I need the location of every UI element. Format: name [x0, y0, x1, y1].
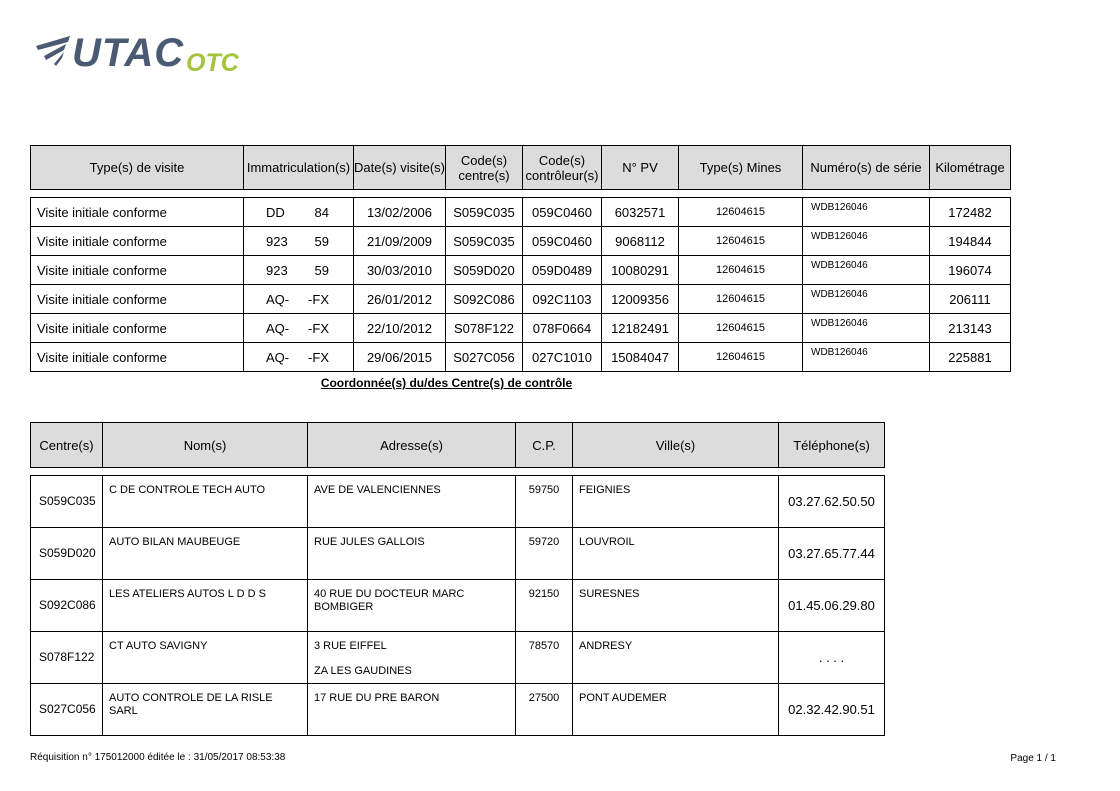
visits-header-mines: Type(s) Mines [679, 146, 803, 190]
centre-address-lines [314, 692, 509, 726]
centre-row [31, 528, 885, 580]
visit-controleur-code: 027C1010 [523, 343, 602, 372]
centres-header-row [31, 423, 885, 468]
plate-part-a: AQ- [266, 320, 290, 336]
visit-pv-number: 15084047 [602, 343, 679, 372]
visit-date: 26/01/2012 [354, 285, 446, 314]
visit-type-mines: 12604615 [679, 198, 803, 227]
centre-city: PONT AUDEMER [573, 684, 779, 736]
visit-centre-code: S078F122 [446, 314, 523, 343]
centres-header-address: Adresse(s) [308, 423, 516, 468]
centre-address [308, 684, 516, 736]
visit-date: 29/06/2015 [354, 343, 446, 372]
plate-value [244, 292, 353, 307]
row-spacer [31, 190, 1011, 198]
visit-mileage: 225881 [930, 343, 1011, 372]
centre-phone: 03.27.65.77.44 [779, 528, 885, 580]
centre-address [308, 528, 516, 580]
visit-date: 30/03/2010 [354, 256, 446, 285]
visit-date: 21/09/2009 [354, 227, 446, 256]
visits-header-centre: Code(s) centre(s) [446, 146, 523, 190]
visit-row [31, 227, 1011, 256]
visit-pv-number: 12182491 [602, 314, 679, 343]
visit-date: 22/10/2012 [354, 314, 446, 343]
visits-header-plate: Immatriculation(s) [244, 146, 354, 190]
visit-plate [244, 314, 354, 343]
centre-postal-code: 27500 [516, 684, 573, 736]
visit-mileage: 194844 [930, 227, 1011, 256]
address-line-1: 3 RUE EIFFEL [314, 640, 387, 652]
visit-mileage: 196074 [930, 256, 1011, 285]
centre-code: S092C086 [31, 580, 103, 632]
plate-part-a: 923 [266, 262, 288, 278]
plate-value [244, 234, 353, 249]
address-line-1: 40 RUE DU DOCTEUR MARC BOMBIGER [314, 588, 465, 613]
centre-row [31, 632, 885, 684]
visit-type: Visite initiale conforme [31, 285, 244, 314]
centre-code: S027C056 [31, 684, 103, 736]
visit-plate [244, 285, 354, 314]
centre-phone: 01.45.06.29.80 [779, 580, 885, 632]
visit-serial-number: WDB126046 [803, 343, 930, 372]
centre-address-lines [314, 640, 509, 674]
centre-address-lines [314, 536, 509, 570]
visit-serial-number: WDB126046 [803, 198, 930, 227]
centres-header-city: Ville(s) [573, 423, 779, 468]
visit-plate [244, 343, 354, 372]
visit-controleur-code: 059C0460 [523, 198, 602, 227]
centres-header-name: Nom(s) [103, 423, 308, 468]
visit-mileage: 206111 [930, 285, 1011, 314]
centre-code: S059C035 [31, 476, 103, 528]
visit-pv-number: 6032571 [602, 198, 679, 227]
plate-part-a: 923 [266, 233, 288, 249]
row-spacer [31, 468, 885, 476]
visits-header-km: Kilométrage [930, 146, 1011, 190]
visit-serial-number: WDB126046 [803, 285, 930, 314]
address-line-2: ZA LES GAUDINES [314, 665, 412, 674]
visit-plate [244, 256, 354, 285]
visit-centre-code: S027C056 [446, 343, 523, 372]
visit-type-mines: 12604615 [679, 227, 803, 256]
visits-header-serie: Numéro(s) de série [803, 146, 930, 190]
plate-value [244, 263, 353, 278]
centre-phone: 02.32.42.90.51 [779, 684, 885, 736]
plate-part-a: AQ- [266, 291, 290, 307]
requisition-footer: Réquisition n° 175012000 éditée le : 31/05/2017 08:53:38 [30, 752, 286, 763]
centre-city: ANDRESY [573, 632, 779, 684]
visit-type: Visite initiale conforme [31, 198, 244, 227]
visit-type-mines: 12604615 [679, 314, 803, 343]
visit-controleur-code: 092C1103 [523, 285, 602, 314]
plate-part-b: 84 [314, 204, 329, 220]
utac-otc-logo [34, 30, 274, 80]
visit-serial-number: WDB126046 [803, 227, 930, 256]
centre-name: C DE CONTROLE TECH AUTO [103, 476, 308, 528]
visits-header-controleur: Code(s) contrôleur(s) [523, 146, 602, 190]
centre-address [308, 476, 516, 528]
visit-centre-code: S059C035 [446, 198, 523, 227]
visit-serial-number: WDB126046 [803, 314, 930, 343]
visits-header-pv: N° PV [602, 146, 679, 190]
centre-address [308, 632, 516, 684]
plate-part-b: 59 [314, 262, 329, 278]
visits-header-type: Type(s) de visite [31, 146, 244, 190]
centre-postal-code: 59720 [516, 528, 573, 580]
visit-pv-number: 9068112 [602, 227, 679, 256]
centres-section-title: Coordonnée(s) du/des Centre(s) de contrôle [320, 376, 573, 390]
visit-mileage: 172482 [930, 198, 1011, 227]
page-number: Page 1 / 1 [1010, 753, 1056, 764]
visit-type: Visite initiale conforme [31, 343, 244, 372]
centres-table [30, 422, 885, 736]
visit-type-mines: 12604615 [679, 256, 803, 285]
address-line-1: AVE DE VALENCIENNES [314, 484, 441, 496]
centre-row [31, 476, 885, 528]
centre-address-lines [314, 484, 509, 518]
plate-value [244, 205, 353, 220]
visit-row [31, 343, 1011, 372]
logo-sub-text: OTC [186, 49, 239, 77]
plate-part-b: -FX [308, 320, 329, 336]
centre-name: CT AUTO SAVIGNY [103, 632, 308, 684]
centre-name: AUTO CONTROLE DE LA RISLE SARL [103, 684, 308, 736]
visit-plate [244, 198, 354, 227]
centre-city: FEIGNIES [573, 476, 779, 528]
visit-controleur-code: 078F0664 [523, 314, 602, 343]
visits-table [30, 145, 1011, 372]
visit-mileage: 213143 [930, 314, 1011, 343]
visit-type: Visite initiale conforme [31, 227, 244, 256]
visit-date: 13/02/2006 [354, 198, 446, 227]
centre-row [31, 684, 885, 736]
address-line-1: 17 RUE DU PRE BARON [314, 692, 440, 704]
plate-part-b: 59 [314, 233, 329, 249]
plate-part-a: AQ- [266, 349, 290, 365]
plate-part-b: -FX [308, 349, 329, 365]
centre-code: S078F122 [31, 632, 103, 684]
logo-main-text: UTAC [72, 31, 185, 75]
utac-logo-graphic [34, 30, 274, 80]
centre-code: S059D020 [31, 528, 103, 580]
plate-value [244, 321, 353, 336]
visit-row [31, 198, 1011, 227]
centre-city: LOUVROIL [573, 528, 779, 580]
visit-row [31, 285, 1011, 314]
visit-pv-number: 10080291 [602, 256, 679, 285]
visit-centre-code: S059C035 [446, 227, 523, 256]
visit-controleur-code: 059C0460 [523, 227, 602, 256]
visit-controleur-code: 059D0489 [523, 256, 602, 285]
visit-type: Visite initiale conforme [31, 314, 244, 343]
centre-address [308, 580, 516, 632]
centre-address-lines [314, 588, 509, 622]
visit-centre-code: S092C086 [446, 285, 523, 314]
plate-value [244, 350, 353, 365]
address-line-1: RUE JULES GALLOIS [314, 536, 425, 548]
centre-phone: . . . . [779, 632, 885, 684]
visit-pv-number: 12009356 [602, 285, 679, 314]
centre-city: SURESNES [573, 580, 779, 632]
centres-header-phone: Téléphone(s) [779, 423, 885, 468]
visit-row [31, 256, 1011, 285]
visits-header-date: Date(s) visite(s) [354, 146, 446, 190]
visits-header-row [31, 146, 1011, 190]
centre-postal-code: 92150 [516, 580, 573, 632]
centre-name: AUTO BILAN MAUBEUGE [103, 528, 308, 580]
plate-part-a: DD [266, 204, 285, 220]
visit-type-mines: 12604615 [679, 285, 803, 314]
visit-serial-number: WDB126046 [803, 256, 930, 285]
plate-part-b: -FX [308, 291, 329, 307]
visit-plate [244, 227, 354, 256]
visit-type: Visite initiale conforme [31, 256, 244, 285]
visit-type-mines: 12604615 [679, 343, 803, 372]
centres-header-code: Centre(s) [31, 423, 103, 468]
visit-centre-code: S059D020 [446, 256, 523, 285]
centres-header-cp: C.P. [516, 423, 573, 468]
centre-name: LES ATELIERS AUTOS L D D S [103, 580, 308, 632]
centre-row [31, 580, 885, 632]
centre-postal-code: 78570 [516, 632, 573, 684]
visit-row [31, 314, 1011, 343]
centre-postal-code: 59750 [516, 476, 573, 528]
centre-phone: 03.27.62.50.50 [779, 476, 885, 528]
